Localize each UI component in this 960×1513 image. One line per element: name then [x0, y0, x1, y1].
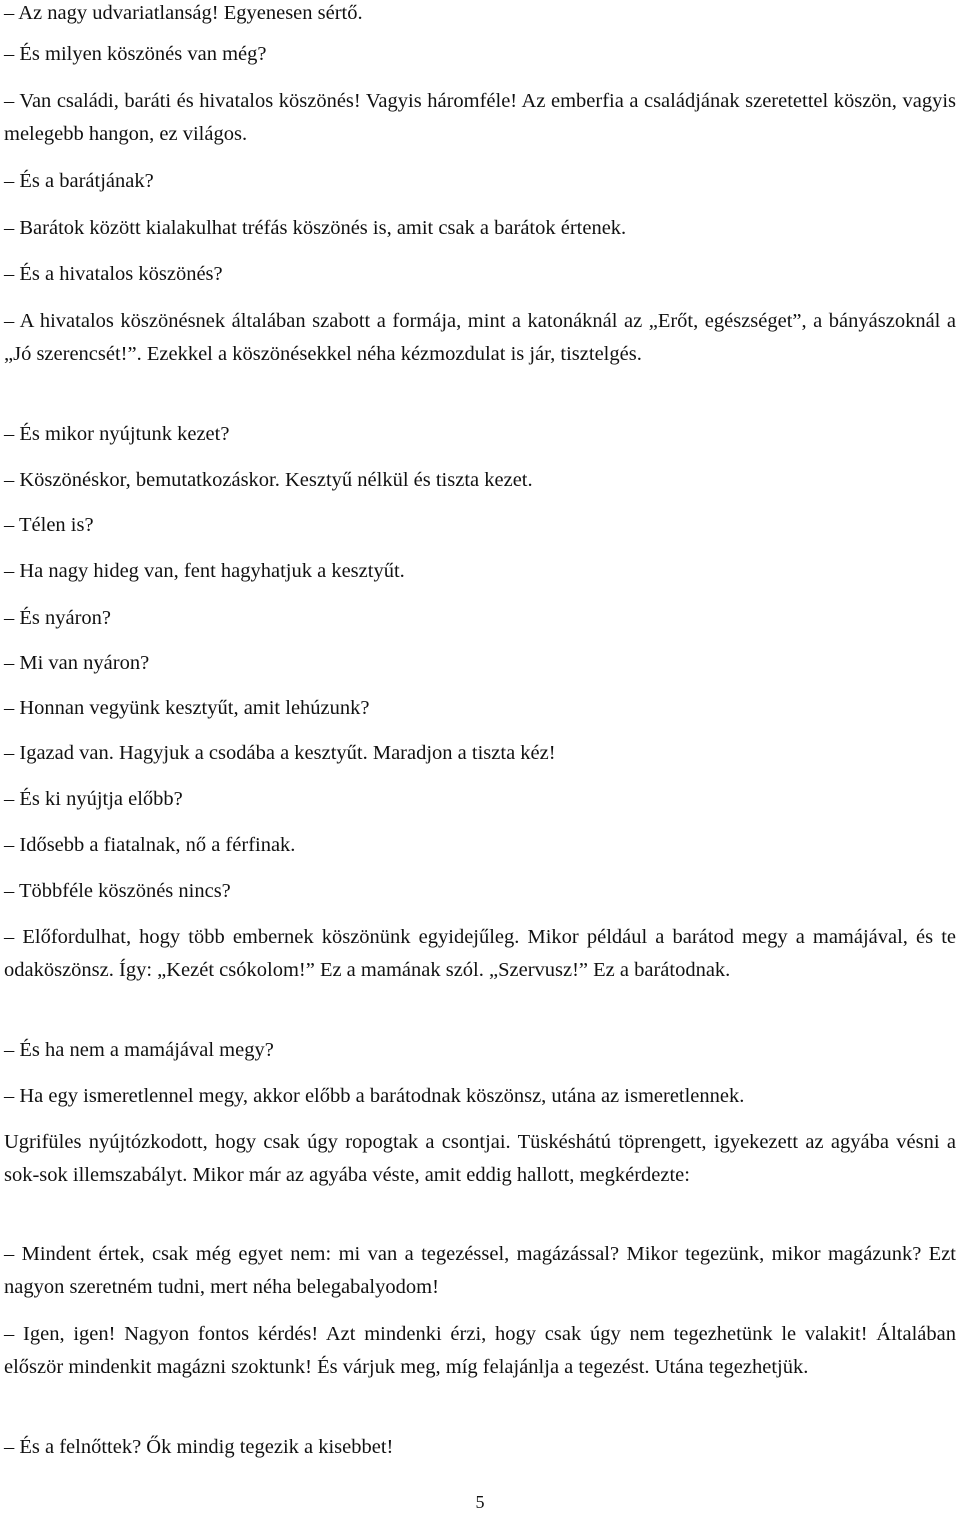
paragraph: – És a hivatalos köszönés? [4, 263, 223, 285]
paragraph: Ugrifüles nyújtózkodott, hogy csak úgy ropogtak a csontjai. Tüskéshátú töprengett, igyekezett az agyába vésni a sok-sok illemszabályt. Mikor már az agyába véste, amit eddig hallott, megkérdezte: [4, 1131, 956, 1186]
paragraph: – És nyáron? [4, 607, 112, 629]
paragraph: – Mindent értek, csak még egyet nem: mi van a tegezéssel, magázással? Mikor tegezünk, mikor magázunk? Ezt nagyon szeretném tudni, mert néha belegabalyodom! [4, 1243, 956, 1298]
paragraph: – Mi van nyáron? [4, 652, 150, 674]
paragraph: – Igen, igen! Nagyon fontos kérdés! Azt mindenki érzi, hogy csak úgy nem tegezhetünk le valakit! Általában először mindenkit magázni szoktunk! És várjuk meg, míg felajánlja a tegezést. Utána tegezhetjük. [4, 1323, 956, 1378]
page-number: 5 [475, 1492, 485, 1512]
paragraph: – Van családi, baráti és hivatalos köszönés! Vagyis háromféle! Az emberfia a családjának szeretettel köszön, vagyis melegebb hangon, ez világos. [4, 90, 956, 145]
paragraph: – Igazad van. Hagyjuk a csodába a kesztyűt. Maradjon a tiszta kéz! [4, 742, 556, 764]
paragraph: – És milyen köszönés van még? [4, 43, 267, 65]
paragraph: – Ha egy ismeretlennel megy, akkor előbb a barátodnak köszönsz, utána az ismeretlennek. [4, 1085, 745, 1107]
paragraph: – Köszönéskor, bemutatkozáskor. Kesztyű nélkül és tiszta kezet. [4, 469, 533, 491]
paragraph: – Honnan vegyünk kesztyűt, amit lehúzunk? [4, 697, 370, 719]
paragraph: – És a barátjának? [4, 170, 154, 192]
paragraph: – És mikor nyújtunk kezet? [4, 423, 230, 445]
paragraph: – Előfordulhat, hogy több embernek köszönünk egyidejűleg. Mikor például a barátod megy a mamájával, és te odaköszönsz. Így: „Kezét csókolom!” Ez a mamának szól. „Szervusz!” Ez a barátodnak. [4, 926, 956, 981]
paragraph: – És ha nem a mamájával megy? [4, 1039, 274, 1061]
paragraph: – Ha nagy hideg van, fent hagyhatjuk a kesztyűt. [4, 560, 405, 582]
paragraph: – Az nagy udvariatlanság! Egyenesen sértő. [4, 2, 363, 24]
paragraph: – Idősebb a fiatalnak, nő a férfinak. [4, 834, 296, 856]
paragraph: – És ki nyújtja előbb? [4, 788, 183, 810]
paragraph: – Többféle köszönés nincs? [4, 880, 231, 902]
paragraph: – Télen is? [4, 514, 94, 536]
paragraph: – A hivatalos köszönésnek általában szabott a formája, mint a katonáknál az „Erőt, egészséget”, a bányászoknál a „Jó szerencsét!”. Ezekkel a köszönésekkel néha kézmozdulat is jár, tisztelgés. [4, 310, 956, 365]
paragraph: – Barátok között kialakulhat tréfás köszönés is, amit csak a barátok értenek. [4, 217, 627, 239]
paragraph: – És a felnőttek? Ők mindig tegezik a kisebbet! [4, 1436, 394, 1458]
